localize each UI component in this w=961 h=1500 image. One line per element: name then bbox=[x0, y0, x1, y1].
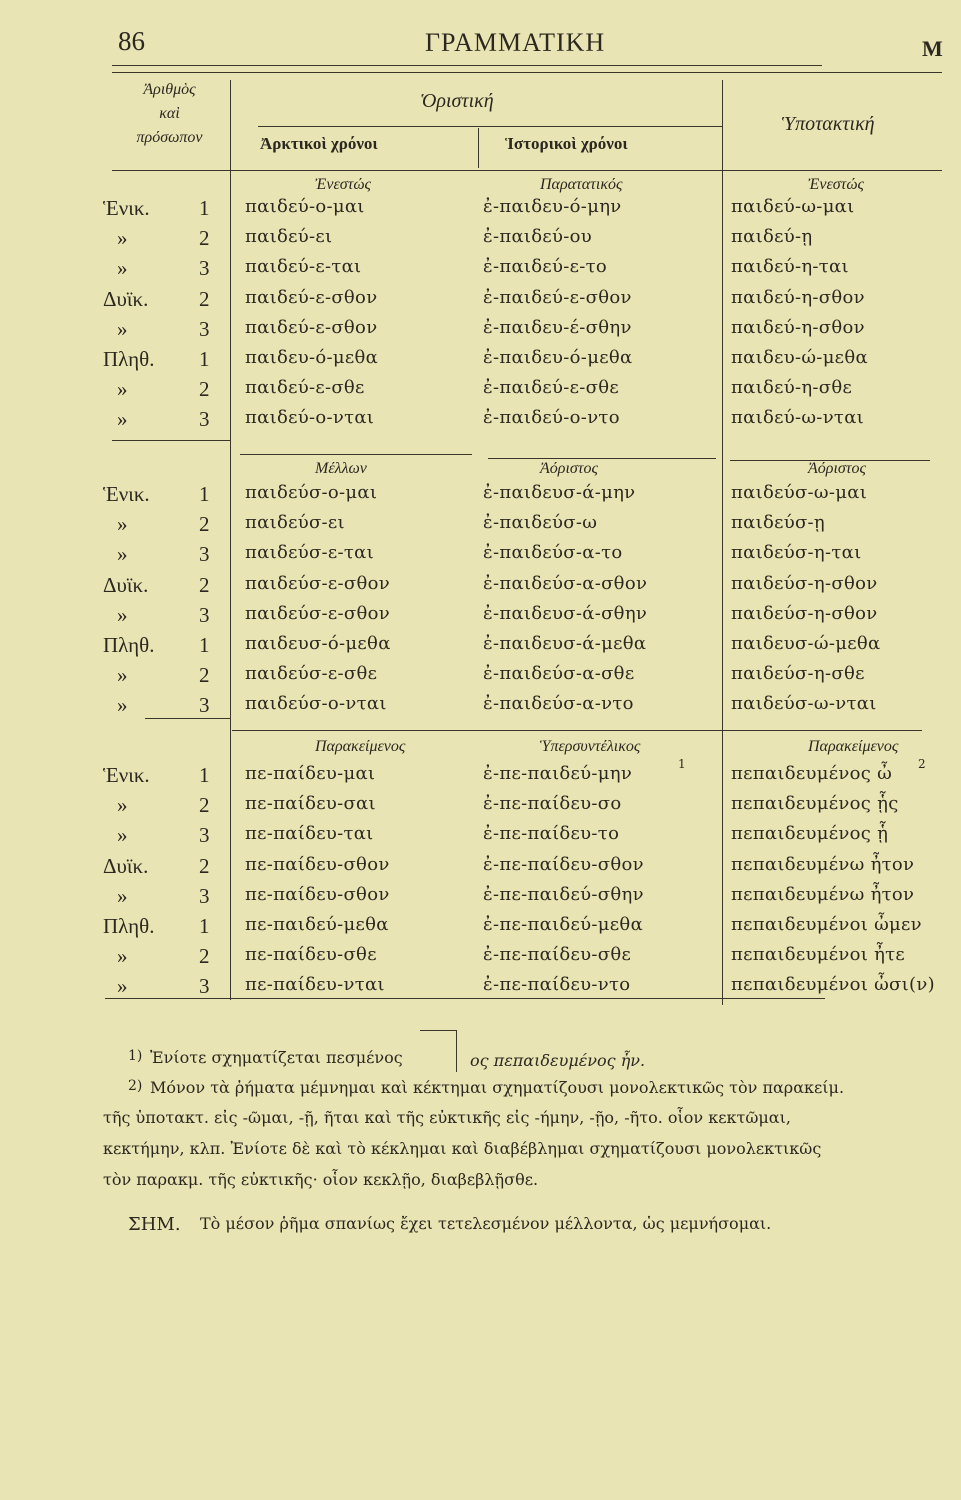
tense-heading-primary: Μέλλων bbox=[315, 460, 367, 477]
row-label bbox=[103, 823, 223, 848]
row-label-number: 2 bbox=[199, 944, 210, 969]
verb-form-subjunctive: παιδεύσ-ω-μαι bbox=[731, 482, 868, 503]
verb-form-historic: ἐ-παιδεύ-ε-σθε bbox=[483, 377, 620, 399]
verb-form-historic: ἐ-παιδευσ-ά-σθην bbox=[483, 602, 648, 624]
tense-heading-primary: Παρακείμενος bbox=[315, 738, 406, 755]
verb-form-primary: παιδεύ-ε-σθον bbox=[245, 286, 378, 308]
verb-form-subjunctive: παιδεύσ-η-σθον bbox=[731, 602, 878, 624]
verb-form-primary: παιδεύσ-ε-σθε bbox=[245, 663, 378, 685]
row-label-number: 2 bbox=[199, 853, 210, 878]
row-label bbox=[103, 347, 223, 372]
verb-form-historic: ἐ-πε-παιδεύ-σθην bbox=[483, 883, 644, 905]
row-label-number: 3 bbox=[199, 883, 210, 908]
row-label-person: » bbox=[117, 377, 128, 402]
verb-form-subjunctive: παιδεύ-η-σθον bbox=[731, 316, 865, 338]
verb-form-historic: ἐ-παιδεύ-ε-σθον bbox=[483, 286, 632, 308]
row-label-number: 2 bbox=[199, 226, 210, 251]
verb-form-historic: ἐ-παιδεύ-ου bbox=[483, 226, 593, 248]
row-label-person: » bbox=[117, 693, 128, 718]
row-label-number: 3 bbox=[199, 602, 210, 627]
row-label-person: Ἑνικ. bbox=[103, 763, 150, 787]
row-label bbox=[103, 407, 223, 432]
number-person-header bbox=[112, 78, 227, 150]
row-label-number: 3 bbox=[199, 407, 210, 432]
verb-form-primary: παιδεύσ-ε-σθον bbox=[245, 602, 391, 624]
row-label-person: Δυϊκ. bbox=[103, 572, 149, 597]
row-label bbox=[103, 196, 223, 221]
number-person-line-1: Ἀριθμὸς bbox=[143, 81, 196, 98]
section-rule-2b bbox=[232, 730, 922, 731]
tense-heading-subjunctive: Ἀόριστος bbox=[808, 460, 867, 477]
row-label-number: 3 bbox=[199, 823, 210, 848]
row-label bbox=[103, 482, 223, 507]
row-label-person: Ἑνικ. bbox=[103, 482, 150, 506]
row-label-person: » bbox=[117, 663, 128, 688]
verb-form-historic: ἐ-παιδευσ-ά-μην bbox=[483, 482, 636, 503]
verb-form-historic: ἐ-πε-παίδευ-σο bbox=[483, 793, 622, 815]
footnote-reference: 2 bbox=[918, 757, 926, 771]
row-label-number: 1 bbox=[199, 914, 210, 938]
row-label-number: 2 bbox=[199, 793, 210, 818]
row-label bbox=[103, 377, 223, 402]
verb-form-subjunctive: πεπαιδευμένω ἦτον bbox=[731, 883, 915, 905]
section-rule-1b bbox=[240, 454, 472, 455]
verb-form-subjunctive: πεπαιδευμένοι ὦσι(ν) bbox=[731, 974, 935, 996]
footnote-2-line-3: κεκτήμην, κλπ. Ἐνίοτε δὲ καὶ τὸ κέκλημαι καὶ διαβέβλημαι σχηματίζουσι μονολεκτικῶς bbox=[103, 1139, 822, 1158]
verb-form-primary: παιδεύ-ε-ται bbox=[245, 256, 362, 278]
verb-form-primary: παιδεύ-ε-σθε bbox=[245, 377, 365, 399]
verb-form-subjunctive: παιδεύσ-ῃ bbox=[731, 512, 826, 534]
verb-form-primary: παιδεύσ-ο-μαι bbox=[245, 482, 378, 503]
edge-mark: Μ bbox=[922, 36, 943, 61]
row-label bbox=[103, 974, 223, 999]
verb-form-historic: ἐ-παιδεύσ-α-σθον bbox=[483, 572, 648, 594]
row-label-number: 3 bbox=[199, 316, 210, 341]
verb-form-primary: παιδεύ-ο-μαι bbox=[245, 196, 365, 217]
subjunctive-header: Ὑποτακτική bbox=[782, 113, 875, 135]
footnote-1-text-end: ος πεπαιδευμένος ἦν. bbox=[470, 1051, 646, 1070]
row-label-number: 1 bbox=[199, 763, 210, 787]
tense-heading-historic: Ὑπερσυντέλικος bbox=[540, 738, 641, 755]
row-label-person: Δυϊκ. bbox=[103, 286, 149, 311]
col-divider-2 bbox=[478, 128, 479, 168]
col-divider-1 bbox=[230, 80, 231, 1000]
verb-form-primary: πε-παίδευ-σθον bbox=[245, 883, 390, 905]
section-rule-1c bbox=[488, 458, 716, 459]
verb-form-subjunctive: παιδευ-ώ-μεθα bbox=[731, 347, 868, 368]
row-label-person: » bbox=[117, 974, 128, 999]
number-person-line-2: καὶ bbox=[159, 105, 180, 122]
section-rule-1a bbox=[112, 440, 230, 441]
row-label-number: 2 bbox=[199, 377, 210, 402]
row-label-person: Πληθ. bbox=[103, 914, 155, 938]
footnote-2-number: 2) bbox=[128, 1078, 143, 1094]
verb-form-subjunctive: παιδεύσ-ω-νται bbox=[731, 693, 877, 715]
verb-form-subjunctive: παιδεύσ-η-σθον bbox=[731, 572, 878, 594]
tense-heading-historic: Ἀόριστος bbox=[540, 460, 599, 477]
row-label bbox=[103, 573, 223, 598]
verb-form-subjunctive: παιδεύσ-η-σθε bbox=[731, 663, 865, 685]
verb-form-historic: ἐ-παιδεύσ-α-σθε bbox=[483, 663, 635, 685]
row-label bbox=[103, 256, 223, 281]
footnote-1-text: Ἐνίοτε σχηματίζεται πεσμένος bbox=[150, 1048, 403, 1067]
verb-form-subjunctive: παιδεύ-η-ται bbox=[731, 256, 849, 278]
indicative-rule bbox=[258, 126, 722, 127]
indicative-header: Ὁριστική bbox=[420, 90, 494, 112]
tense-heading-subjunctive: Ἐνεστώς bbox=[808, 176, 865, 193]
verb-form-primary: πε-παιδεύ-μεθα bbox=[245, 914, 389, 935]
verb-form-historic: ἐ-παιδευ-έ-σθην bbox=[483, 316, 632, 338]
verb-form-historic: ἐ-παιδευσ-ά-μεθα bbox=[483, 633, 647, 654]
verb-form-historic: ἐ-παιδεύσ-α-το bbox=[483, 542, 623, 564]
row-label-person: » bbox=[117, 226, 128, 251]
row-label bbox=[103, 793, 223, 818]
top-rule-2 bbox=[112, 72, 942, 73]
verb-form-subjunctive: παιδεύσ-η-ται bbox=[731, 542, 862, 564]
verb-form-historic: ἐ-πε-παιδεύ-μεθα bbox=[483, 914, 644, 935]
row-label-person: » bbox=[117, 316, 128, 341]
verb-form-primary: παιδεύσ-ε-ται bbox=[245, 542, 374, 564]
verb-form-subjunctive: παιδεύ-ω-νται bbox=[731, 407, 865, 429]
verb-form-primary: παιδεύσ-ει bbox=[245, 512, 345, 534]
verb-form-subjunctive: παιδευσ-ώ-μεθα bbox=[731, 633, 881, 654]
row-label-number: 3 bbox=[199, 542, 210, 567]
verb-form-subjunctive: παιδεύ-η-σθον bbox=[731, 286, 865, 308]
row-label-number: 3 bbox=[199, 256, 210, 281]
footnote-2-line-1: Μόνον τὰ ῥήματα μέμνημαι καὶ κέκτημαι σχηματίζουσι μονολεκτικῶς τὸν παρακείμ. bbox=[150, 1078, 845, 1097]
verb-form-subjunctive: πεπαιδευμένοι ὦμεν bbox=[731, 914, 922, 935]
row-label-person: » bbox=[117, 256, 128, 281]
row-label-number: 2 bbox=[199, 286, 210, 311]
verb-form-historic: ἐ-πε-παίδευ-ντο bbox=[483, 974, 631, 996]
row-label bbox=[103, 287, 223, 312]
row-label-number: 3 bbox=[199, 693, 210, 718]
row-label-person: » bbox=[117, 944, 128, 969]
row-label bbox=[103, 854, 223, 879]
verb-form-primary: πε-παίδευ-σαι bbox=[245, 793, 376, 815]
note-label: ΣΗΜ. bbox=[128, 1214, 181, 1235]
tense-heading-historic: Παρατατικός bbox=[540, 176, 623, 193]
footnote-rule bbox=[420, 1030, 456, 1031]
row-label bbox=[103, 944, 223, 969]
row-label-person: Πληθ. bbox=[103, 633, 155, 657]
verb-form-subjunctive: πεπαιδευμένος ᾗ bbox=[731, 823, 889, 845]
tense-heading-subjunctive: Παρακείμενος bbox=[808, 738, 899, 755]
verb-form-primary: παιδεύ-ε-σθον bbox=[245, 316, 378, 338]
col-divider-3 bbox=[722, 80, 723, 1005]
running-title: ΓΡΑΜΜΑΤΙΚΗ bbox=[425, 28, 606, 57]
row-label bbox=[103, 603, 223, 628]
verb-form-historic: ἐ-πε-παιδεύ-μην bbox=[483, 763, 633, 784]
row-label-number: 3 bbox=[199, 974, 210, 999]
verb-form-subjunctive: παιδεύ-ῃ bbox=[731, 226, 813, 248]
row-label bbox=[103, 512, 223, 537]
footnote-2-line-2: τῆς ὑποτακτ. εἰς -ῶμαι, -ῇ, ῆται καὶ τῆς εὐκτικῆς εἰς -ήμην, -ῇο, -ῆτο. οἷον κεκτῶμαι, bbox=[103, 1108, 791, 1127]
verb-form-subjunctive: πεπαιδευμένοι ἦτε bbox=[731, 944, 906, 966]
row-label-number: 1 bbox=[199, 633, 210, 657]
verb-form-primary: παιδευσ-ό-μεθα bbox=[245, 633, 391, 654]
footnote-2-line-4: τὸν παρακμ. τῆς εὐκτικῆς· οἷον κεκλῇο, διαβεβλῇσθε. bbox=[103, 1170, 539, 1189]
row-label-number: 1 bbox=[199, 482, 210, 506]
verb-form-primary: παιδεύ-ο-νται bbox=[245, 407, 375, 429]
verb-form-primary: πε-παίδευ-σθον bbox=[245, 853, 390, 875]
row-label-number: 1 bbox=[199, 196, 210, 220]
verb-form-historic: ἐ-πε-παίδευ-το bbox=[483, 823, 620, 845]
verb-form-historic: ἐ-παιδεύσ-ω bbox=[483, 512, 598, 534]
row-label-number: 2 bbox=[199, 512, 210, 537]
verb-form-historic: ἐ-παιδεύσ-α-ντο bbox=[483, 693, 634, 715]
row-label bbox=[103, 693, 223, 718]
header-rule bbox=[112, 170, 942, 171]
row-label-number: 2 bbox=[199, 663, 210, 688]
tense-heading-primary: Ἐνεστώς bbox=[315, 176, 372, 193]
row-label bbox=[103, 226, 223, 251]
row-label-person: Πληθ. bbox=[103, 347, 155, 371]
verb-form-primary: παιδεύ-ει bbox=[245, 226, 333, 248]
verb-form-subjunctive: πεπαιδευμένος ᾗς bbox=[731, 793, 899, 815]
verb-form-primary: παιδεύσ-ο-νται bbox=[245, 693, 387, 715]
verb-form-primary: παιδευ-ό-μεθα bbox=[245, 347, 379, 368]
verb-form-historic: ἐ-παιδεύ-ε-το bbox=[483, 256, 608, 278]
verb-form-historic: ἐ-παιδευ-ό-μεθα bbox=[483, 347, 633, 368]
verb-form-historic: ἐ-πε-παίδευ-σθον bbox=[483, 853, 644, 875]
page-number: 86 bbox=[118, 26, 145, 56]
row-label bbox=[103, 633, 223, 658]
note-text: Τὸ μέσον ῥῆμα σπανίως ἔχει τετελεσμένον μέλλοντα, ὡς μεμνήσομαι. bbox=[200, 1214, 772, 1233]
verb-form-historic: ἐ-παιδευ-ό-μην bbox=[483, 196, 622, 217]
row-label-person: » bbox=[117, 542, 128, 567]
verb-form-primary: πε-παίδευ-ται bbox=[245, 823, 374, 845]
verb-form-subjunctive: πεπαιδευμένω ἦτον bbox=[731, 853, 915, 875]
footnote-mark bbox=[456, 1030, 457, 1072]
verb-form-primary: πε-παίδευ-μαι bbox=[245, 763, 376, 784]
row-label-person: » bbox=[117, 407, 128, 432]
row-label-person: » bbox=[117, 793, 128, 818]
top-rule bbox=[112, 65, 822, 66]
row-label-person: » bbox=[117, 602, 128, 627]
row-label bbox=[103, 663, 223, 688]
row-label-person: Δυϊκ. bbox=[103, 853, 149, 878]
verb-form-subjunctive: πεπαιδευμένος ὦ bbox=[731, 763, 893, 784]
row-label bbox=[103, 317, 223, 342]
row-label-number: 1 bbox=[199, 347, 210, 371]
verb-form-primary: πε-παίδευ-νται bbox=[245, 974, 385, 996]
primary-tenses-header: Ἀρκτικοὶ χρόνοι bbox=[260, 134, 378, 153]
row-label-person: » bbox=[117, 512, 128, 537]
historic-tenses-header: Ἱστορικοὶ χρόνοι bbox=[505, 134, 628, 153]
verb-form-historic: ἐ-πε-παίδευ-σθε bbox=[483, 944, 632, 966]
verb-form-primary: παιδεύσ-ε-σθον bbox=[245, 572, 391, 594]
row-label-person: » bbox=[117, 823, 128, 848]
number-person-line-3: πρόσωπον bbox=[136, 129, 203, 146]
row-label bbox=[103, 763, 223, 788]
verb-form-primary: πε-παίδευ-σθε bbox=[245, 944, 377, 966]
row-label bbox=[103, 914, 223, 939]
footnote-reference: 1 bbox=[678, 757, 686, 771]
footnote-1-number: 1) bbox=[128, 1048, 143, 1064]
row-label-number: 2 bbox=[199, 572, 210, 597]
row-label-person: Ἑνικ. bbox=[103, 196, 150, 220]
verb-form-subjunctive: παιδεύ-ω-μαι bbox=[731, 196, 855, 217]
verb-form-subjunctive: παιδεύ-η-σθε bbox=[731, 377, 853, 399]
verb-form-historic: ἐ-παιδεύ-ο-ντο bbox=[483, 407, 620, 429]
row-label bbox=[103, 884, 223, 909]
row-label-person: » bbox=[117, 883, 128, 908]
row-label bbox=[103, 542, 223, 567]
